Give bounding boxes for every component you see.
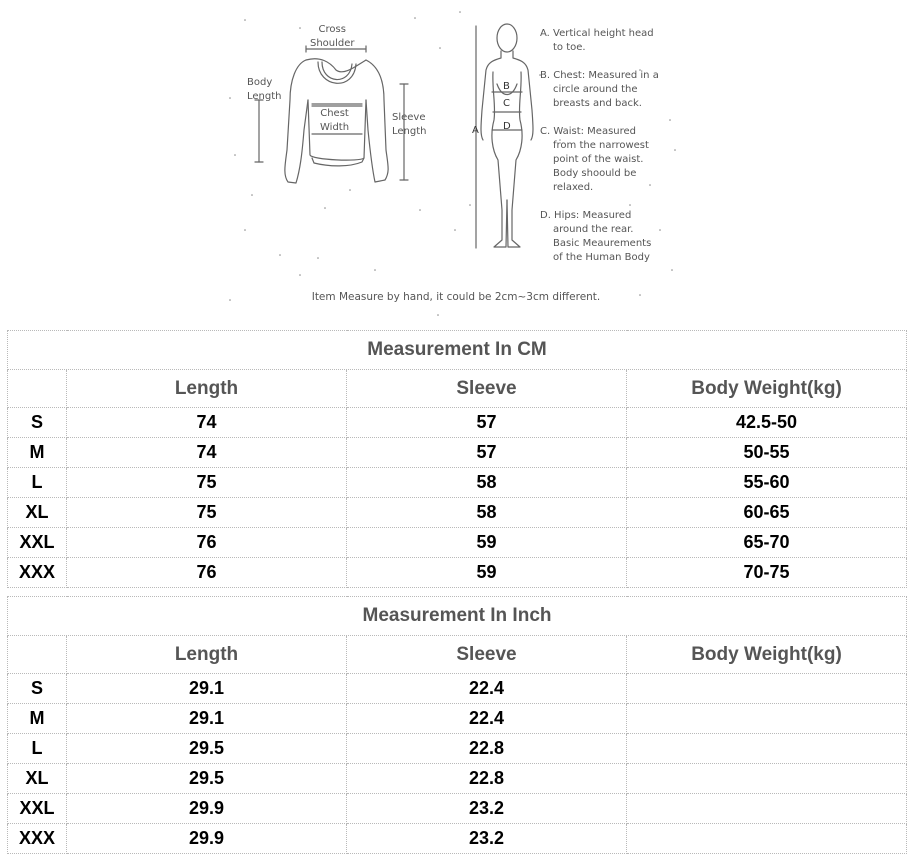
table-title: Measurement In Inch: [8, 597, 907, 636]
measurement-illustration: [0, 0, 912, 322]
table-cell: 29.1: [67, 674, 347, 704]
table-row: [8, 438, 907, 468]
point-a-label: A: [472, 125, 479, 136]
header-cell: Body Weight(kg): [627, 636, 907, 674]
table-cell: 58: [347, 498, 627, 528]
cross-shoulder-label: Cross Shoulder: [310, 24, 355, 49]
table-cell: 29.5: [67, 734, 347, 764]
table-cell: 75: [67, 468, 347, 498]
human-body-sketch: [476, 24, 533, 248]
chest-width-label: Chest Width: [320, 108, 350, 133]
table-cell: [627, 764, 907, 794]
header-cell: Sleeve: [347, 636, 627, 674]
size-cell: XL: [8, 498, 67, 528]
header-cell: Body Weight(kg): [627, 370, 907, 408]
point-b-label: B: [503, 81, 510, 92]
table-title: Measurement In CM: [8, 331, 907, 370]
point-c-label: C: [503, 98, 510, 109]
table-row: [8, 498, 907, 528]
size-table-inch: [7, 596, 907, 854]
garment-and-body-sketch: [0, 0, 912, 322]
size-cell: S: [8, 408, 67, 438]
table-row: [8, 734, 907, 764]
table-cell: 22.8: [347, 764, 627, 794]
size-cell: XXL: [8, 794, 67, 824]
table-cell: 55-60: [627, 468, 907, 498]
size-cell: XXX: [8, 824, 67, 854]
size-cell: M: [8, 438, 67, 468]
note-waist: C. Waist: Measured from the narrowest point of the waist. Body shoould be relaxed.: [540, 126, 649, 193]
table-row: [8, 528, 907, 558]
table-row: [8, 674, 907, 704]
table-row: [8, 794, 907, 824]
table-cell: 59: [347, 528, 627, 558]
size-cell: XL: [8, 764, 67, 794]
size-cell: XXX: [8, 558, 67, 588]
table-cell: 57: [347, 408, 627, 438]
size-cell: L: [8, 734, 67, 764]
table-cell: 22.8: [347, 734, 627, 764]
table-cell: 50-55: [627, 438, 907, 468]
table-cell: 57: [347, 438, 627, 468]
header-cell: [8, 370, 67, 408]
table-cell: 29.9: [67, 794, 347, 824]
size-cell: M: [8, 704, 67, 734]
header-cell: Length: [67, 636, 347, 674]
note-chest: B. Chest: Measured in a circle around the breasts and back.: [540, 70, 659, 109]
table-cell: 76: [67, 528, 347, 558]
table-cell: 29.5: [67, 764, 347, 794]
table-cell: [627, 704, 907, 734]
header-cell: [8, 636, 67, 674]
note-hips: D. Hips: Measured around the rear. Basic Meaurements of the Human Body: [540, 210, 652, 263]
table-row: [8, 824, 907, 854]
table-cell: 60-65: [627, 498, 907, 528]
table-cell: 65-70: [627, 528, 907, 558]
table-cell: 29.9: [67, 824, 347, 854]
table-cell: 59: [347, 558, 627, 588]
table-row: [8, 408, 907, 438]
sleeve-length-label: Sleeve Length: [392, 112, 427, 137]
table-cell: 75: [67, 498, 347, 528]
table-cell: [627, 794, 907, 824]
table-cell: 58: [347, 468, 627, 498]
table-cell: 76: [67, 558, 347, 588]
header-cell: Sleeve: [347, 370, 627, 408]
header-cell: Length: [67, 370, 347, 408]
size-table-cm: [7, 330, 907, 588]
table-cell: [627, 674, 907, 704]
size-cell: S: [8, 674, 67, 704]
table-cell: 74: [67, 408, 347, 438]
note-height: A. Vertical height head to toe.: [540, 28, 654, 53]
size-cell: L: [8, 468, 67, 498]
size-cell: XXL: [8, 528, 67, 558]
table-cell: 23.2: [347, 824, 627, 854]
table-row: [8, 558, 907, 588]
table-cell: 22.4: [347, 674, 627, 704]
measure-disclaimer: Item Measure by hand, it could be 2cm~3cm different.: [311, 291, 601, 303]
table-cell: [627, 734, 907, 764]
body-length-label: Body Length: [247, 77, 282, 102]
table-row: [8, 764, 907, 794]
table-cell: 22.4: [347, 704, 627, 734]
table-row: [8, 468, 907, 498]
point-d-label: D: [503, 121, 511, 132]
table-cell: 70-75: [627, 558, 907, 588]
table-cell: [627, 824, 907, 854]
table-cell: 74: [67, 438, 347, 468]
table-row: [8, 704, 907, 734]
table-cell: 29.1: [67, 704, 347, 734]
table-cell: 42.5-50: [627, 408, 907, 438]
table-cell: 23.2: [347, 794, 627, 824]
